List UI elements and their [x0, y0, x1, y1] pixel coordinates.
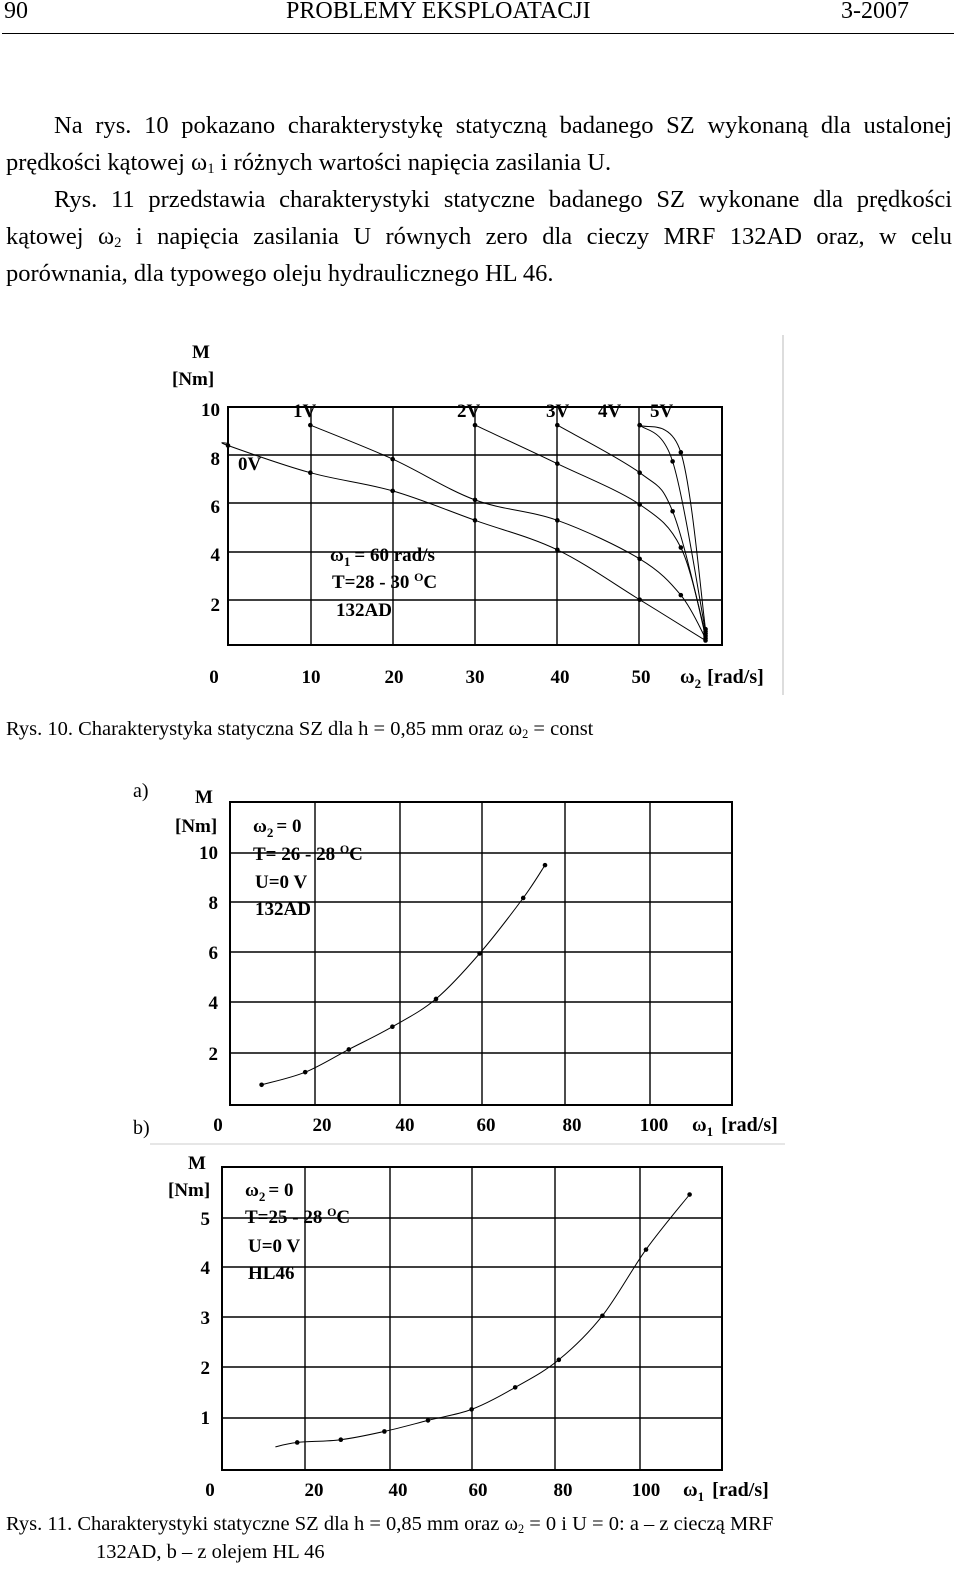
data-point: [473, 518, 478, 523]
figure-11-caption-line2: 132AD, b – z olejem HL 46: [96, 1541, 325, 1563]
data-point: [390, 1024, 395, 1029]
x-tick-label: 60: [476, 1115, 496, 1136]
data-point: [308, 423, 313, 428]
x-tick-label: 20: [312, 1115, 332, 1136]
figure-11a-chart: [0, 775, 960, 1145]
y-axis-unit: [Nm]: [172, 369, 215, 390]
x-tick-label: 100: [639, 1115, 669, 1136]
figure-10-caption: Rys. 10. Charakterystyka statyczna SZ dla h = 0,85 mm oraz $\omega_2$ = const: [6, 718, 594, 741]
data-point: [303, 1070, 308, 1075]
data-point: [469, 1407, 474, 1412]
curve-label: 1V: [293, 401, 317, 422]
y-tick-label: 5: [200, 1209, 210, 1230]
paragraph-1: Na rys. 10 pokazano charakterystykę statyczną badanego SZ wykonaną dla ustalonej prędkości kątowej $\omega_1$ i różnych wartości napięcia zasilania U.: [6, 112, 952, 177]
x-axis-label: $\omega_1$ [rad/s]: [692, 1114, 778, 1139]
panel-label-a: a): [133, 780, 149, 802]
chart-grid: [228, 407, 722, 645]
data-point: [555, 461, 560, 466]
data-point: [555, 423, 560, 428]
y-tick-label: 4: [200, 1258, 210, 1279]
x-axis-label: $\omega_2$ [rad/s]: [680, 666, 764, 691]
x-tick-label: 20: [304, 1480, 324, 1501]
y-tick-label: 6: [210, 497, 220, 518]
data-point: [543, 863, 548, 868]
annotation-temperature: T=28 - 30 $^O$C: [332, 570, 438, 593]
data-point: [521, 896, 526, 901]
x-tick-label: 40: [550, 667, 570, 688]
x-tick-labels: [213, 1115, 668, 1136]
page-number: 90: [4, 0, 28, 24]
chart-points: [226, 423, 708, 643]
y-tick-label: 6: [208, 943, 218, 964]
data-point: [600, 1313, 605, 1318]
x-tick-label: 40: [388, 1480, 408, 1501]
x-tick-label: 40: [395, 1115, 415, 1136]
annotation-temperature: T= 26 - 28 $^O$C: [253, 842, 363, 865]
y-tick-label: 10: [199, 843, 218, 864]
y-axis-label: M: [188, 1153, 206, 1174]
x-tick-label: 10: [301, 667, 321, 688]
data-point: [382, 1429, 387, 1434]
data-point: [259, 1083, 264, 1088]
chart-points: [295, 1192, 692, 1445]
series-line-5V: [640, 425, 706, 629]
x-tick-label: 50: [631, 667, 651, 688]
data-point: [637, 502, 642, 507]
x-tick-label: 80: [553, 1480, 573, 1501]
data-point: [473, 423, 478, 428]
x-tick-label: 80: [562, 1115, 582, 1136]
x-tick-label: 60: [468, 1480, 488, 1501]
annotation-voltage: U=0 V: [255, 872, 308, 893]
data-point: [473, 498, 478, 503]
y-tick-labels: [201, 400, 221, 616]
x-tick-label: 0: [213, 1115, 223, 1136]
x-tick-labels: [205, 1480, 660, 1501]
annotation-fluid: HL46: [248, 1263, 295, 1284]
data-point: [637, 470, 642, 475]
data-point: [679, 450, 684, 455]
data-point: [226, 443, 231, 448]
y-tick-label: 3: [200, 1308, 210, 1329]
chart-curve: [275, 1195, 689, 1447]
data-point: [637, 423, 642, 428]
data-point: [555, 548, 560, 553]
y-tick-label: 2: [210, 595, 220, 616]
y-tick-label: 1: [200, 1408, 210, 1429]
curve-label: 0V: [238, 454, 262, 475]
journal-title: PROBLEMY EKSPLOATACJI: [286, 0, 591, 24]
issue-number: 3-2007: [841, 0, 909, 24]
panel-label-b: b): [133, 1117, 150, 1139]
data-point: [687, 1192, 692, 1197]
data-point: [347, 1047, 352, 1052]
series-line-0V: [222, 443, 706, 641]
curve-label: 4V: [598, 401, 622, 422]
page-header: [0, 0, 960, 34]
data-point: [339, 1437, 344, 1442]
curve-label: 2V: [457, 401, 481, 422]
figure-10-chart: [0, 335, 960, 705]
data-point: [557, 1358, 562, 1363]
data-point: [644, 1247, 649, 1252]
figure-11-caption: Rys. 11. Charakterystyki statyczne SZ dla h = 0,85 mm oraz $\omega_2 = 0$ i U = 0: a – z cieczą MRF: [6, 1513, 774, 1536]
data-point: [295, 1440, 300, 1445]
y-axis-label: M: [192, 342, 210, 363]
data-point: [555, 518, 560, 523]
annotation-voltage: U=0 V: [248, 1236, 301, 1257]
series-line: [275, 1195, 689, 1447]
x-tick-label: 100: [631, 1480, 661, 1501]
y-tick-label: 4: [208, 993, 218, 1014]
x-tick-label: 0: [205, 1480, 215, 1501]
annotation-fluid: 132AD: [336, 600, 392, 621]
figure-11b-chart: [0, 1140, 960, 1510]
y-tick-label: 2: [208, 1044, 218, 1065]
curve-labels: [238, 401, 674, 475]
y-tick-label: 8: [210, 449, 220, 470]
annotation-temperature: T=25 - 28 $^O$C: [245, 1205, 351, 1228]
data-point: [434, 997, 439, 1002]
data-point: [637, 557, 642, 562]
y-axis-label: M: [195, 787, 213, 808]
chart-curves: [222, 425, 706, 640]
x-tick-label: 0: [209, 667, 219, 688]
y-tick-label: 2: [200, 1358, 210, 1379]
y-tick-label: 4: [210, 545, 220, 566]
y-tick-label: 10: [201, 400, 220, 421]
y-axis-unit: [Nm]: [168, 1180, 211, 1201]
data-point: [703, 627, 708, 632]
y-tick-labels: [199, 843, 219, 1065]
data-point: [390, 489, 395, 494]
header-rule: [2, 33, 954, 34]
data-point: [513, 1385, 518, 1390]
x-tick-label: 30: [465, 667, 485, 688]
paragraph-2: Rys. 11 przedstawia charakterystyki statyczne badanego SZ wykonane dla prędkości kątowej $\omega_2$ i napięcia zasilania U równych zero dla cieczy MRF 132AD oraz, w celu porównania, dla typowego oleju hydraulicznego HL 46.: [6, 186, 952, 287]
y-tick-labels: [201, 1209, 211, 1429]
annotation-omega2: $\omega_2 = 0$: [253, 816, 302, 840]
data-point: [308, 470, 313, 475]
data-point: [426, 1418, 431, 1423]
data-point: [670, 509, 675, 514]
data-point: [679, 545, 684, 550]
curve-label: 3V: [546, 401, 570, 422]
annotation-omega2: $\omega_2 = 0$: [245, 1180, 294, 1204]
data-point: [679, 593, 684, 598]
data-point: [637, 597, 642, 602]
annotation-fluid: 132AD: [255, 899, 311, 920]
y-tick-label: 8: [208, 893, 218, 914]
y-axis-unit: [Nm]: [175, 816, 218, 837]
x-tick-label: 20: [384, 667, 404, 688]
annotation-omega1: $\omega_1 = 60$ rad/s: [330, 545, 435, 569]
x-tick-labels: [209, 667, 650, 688]
x-axis-label: $\omega_1$ [rad/s]: [683, 1479, 769, 1504]
curve-label: 5V: [650, 401, 674, 422]
data-point: [390, 457, 395, 462]
data-point: [670, 459, 675, 464]
data-point: [477, 951, 482, 956]
